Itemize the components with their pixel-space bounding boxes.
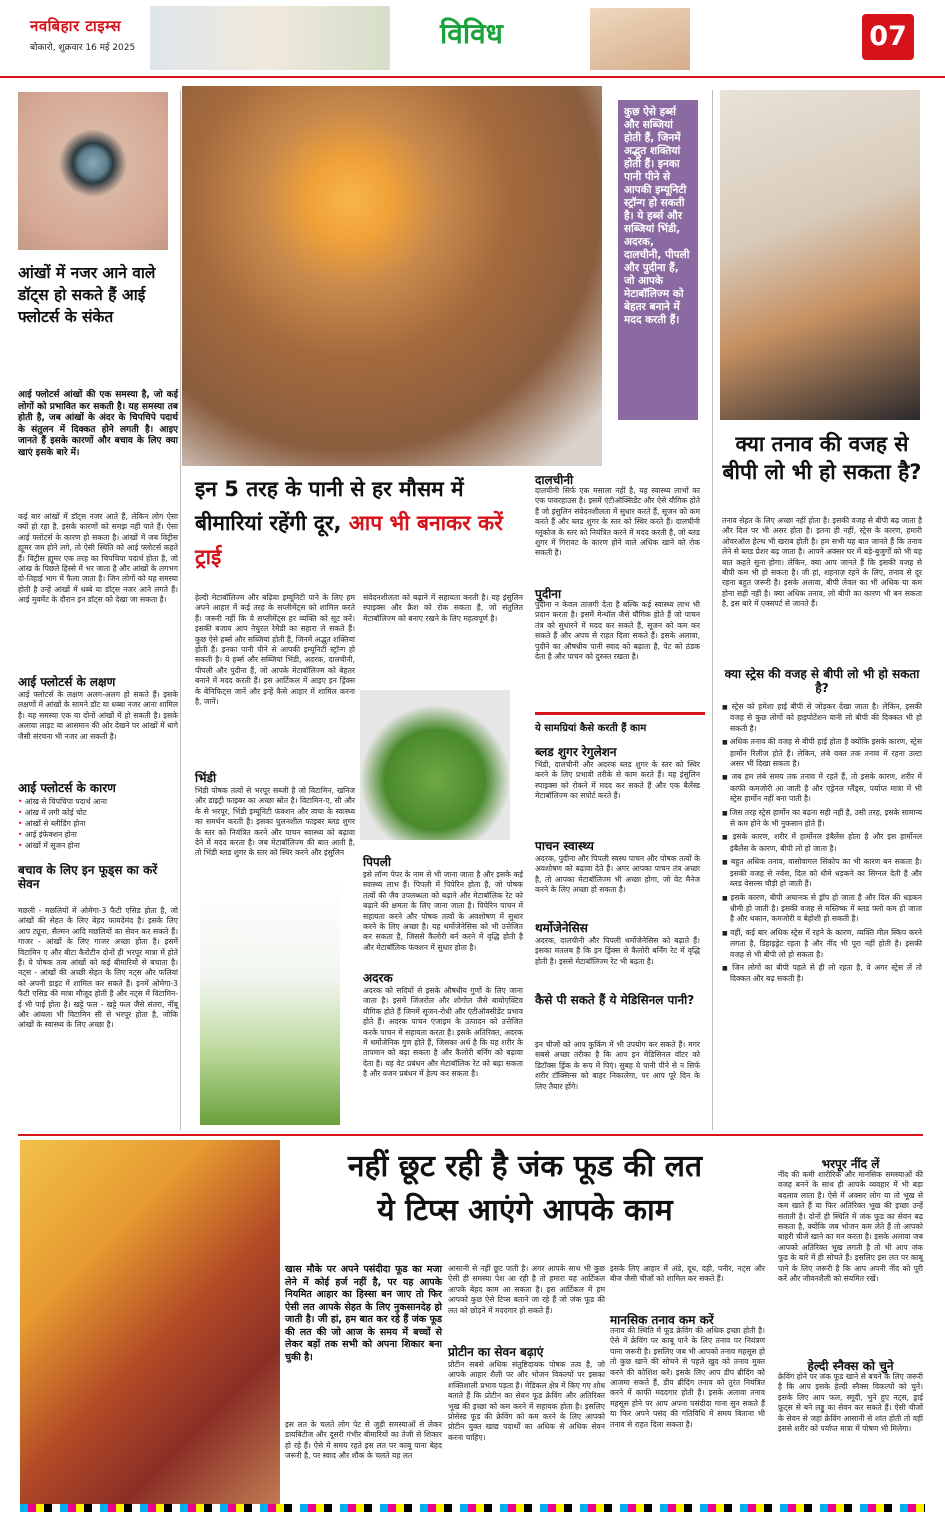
eye-subheading-causes: आई फ्लोटर्स के कारण xyxy=(18,781,116,795)
how-it-works-heading: ये सामग्रियां कैसे करती हैं काम xyxy=(535,712,705,736)
eye-body-3: मछली - मछलियों में ओमेगा-3 फैटी एसिड होता है, जो आंखों की सेहत के लिए बेहद फायदेमंद है। इसके लिए आप ट्यूना, सैल्मन आदि मछलियों का सेवन कर सकते हैं। गाजर - आंखों के लिए गाजर अच्छा होता है। इसमें विटामिन ए और बीटा कैरोटीन दोनों ही भरपूर मात्रा में होते हैं। ये पोषक तत्व आंखों को कई बीमारियों से बचाता है। नट्स - आंखों की अच्छी सेहत के लिए नट्स और फलियां को अपनी डाइट में शामिल कर सकते हैं। इनमें ओमेगा-3 फैटी एसिड की मात्रा मौजूद होती है और नट्स में विटामिन-ई भी पाई होता है। खट्टे फल - खट्टे फल जैसे संतरा, नींबू और आंवला भी विटामिन सी से भरपूर होता है, जोकि आंखों के स्वास्थ्य के लिए अच्छा है। xyxy=(18,906,178,1030)
main-headline xyxy=(195,472,525,574)
ginger-lemon-photo xyxy=(182,86,602,466)
ginger-caption: कुछ ऐसे हर्ब्स और सब्जियां होती हैं, जिनमें अद्भुत शक्तियां होती हैं। इनका पानी पीने से आपकी इम्यूनिटी स्ट्रॉन्ग हो सकती है। ये हर्ब्स और सब्जियां भिंडी, अदरक, दालचीनी, पीपली और पुदीना हैं, जो आपके मेटाबॉलिज्म को बेहतर बनाने में मदद करती हैं। xyxy=(618,100,698,420)
list-item: ■ इसके कारण, शरीर में हार्मोनल इंबैलेंस होता है और इस हार्मोनल इंबैलेंस के कारण, बीपी लो हो जाता है। xyxy=(722,832,922,854)
blood-sugar-subheading: ब्लड शुगर रेगुलेशन xyxy=(535,745,617,759)
list-item: ■ अधिक तनाव की वजह से बीपी हाई होता है क्योंकि इसके कारण, स्ट्रेस हार्मोन रिलीज होते हैं। लेकिन, लंबे वक्त तक तनाव में रहना उल्टा असर भी दिखा सकता है। xyxy=(722,737,922,769)
junk-lead: खास मौके पर अपने पसंदीदा फूड का मजा लेने में कोई हर्ज नहीं है, पर यह आपके नियमित आहार का हिस्सा बन जाए तो फिर ऐसी लत आपके सेहत के लिए नुकसानदेह हो जाती है। जी हां, हम बात कर रहे हैं जंक फूड की लत की जो आज के समय में बच्चों से लेकर बड़ों तक सभी को अपना शिकार बना चुकी है। xyxy=(285,1264,442,1363)
junk-headline-line1: नहीं छूट रही है जंक फूड की लत xyxy=(347,1149,703,1184)
bp-body: तनाव सेहत के लिए अच्छा नहीं होता है। इसकी वजह से बीपी बढ़ जाता है और दिल पर भी असर होता है। इतना ही नहीं, स्ट्रेस के कारण, हमारी ओवरऑल हेल्थ भी खराब होती है। हम सभी यह बात जानते हैं कि तनाव लेने से ब्लड प्रेशर बढ़ जाता है। आपने अक्सर घर में बड़े-बुजुर्गों को भी यह बात कहते सुना होगा। लेकिन, क्या आप जानते हैं कि इसकी वजह से बीपी कम भी हो सकता है। जी हां, शहनाज़ रहने के लिए, तनाव से दूर रहना बहुत जरूरी है। इसके अलावा, बीपी लेवल का भी अधिक या कम होना सही नहीं है। क्या अधिक तनाव, लो बीपी का कारण भी बन सकता है, इस बारे में एक्सपर्ट से जानते हैं। xyxy=(722,516,922,609)
bhindi-body: भिंडी पोषक तत्वों से भरपूर सब्जी है जो विटामिन, खनिज और डाइट्री फाइबर का अच्छा स्रोत है। विटामिन-ए, सी और के से भरपूर, भिंडी इम्यूनिटी फंक्शन और त्वचा के स्वास्थ्य का समर्थन करती है। इसका घुलनशील फाइबर ब्लड शुगर के स्तर को नियंत्रित करने और पाचन स्वास्थ्य को बढ़ावा देने में मदद करता है। जब मेटाबॉलिज्म की बात आती है, तो भिंडी ब्लड शुगर के स्तर को स्थिर करने और इंसुलिन xyxy=(195,786,355,858)
list-item: ■ इसके कारण, बीपी अचानक से ड्रॉप हो जाता है और दिल की धड़कन धीमी हो जाती है। इसकी वजह से मस्तिष्क में ब्लड फ्लो कम हो जाता है और थकान, कमजोरी व बेहोशी हो सकती है। xyxy=(722,893,922,925)
junk-body-1: इस लत के चलते लोग पेट से जुड़ी समस्याओं से लेकर डायबिटीज और दूसरी गंभीर बीमारियों का तेजी से शिकार हो रहे हैं। ऐसे में समय रहते इस लत पर काबू पाना बेहद जरूरी है, पर स्वाद और शौक के चलते यह लत xyxy=(285,1420,442,1461)
junk-headline xyxy=(290,1145,760,1233)
protein-subheading: प्रोटीन का सेवन बढ़ाएं xyxy=(448,1345,544,1359)
list-item: • आंखों से ब्लीडिंग होना xyxy=(18,818,178,829)
junk-body-2: आसानी से नहीं छूट पाती है। अगर आपके साथ भी कुछ ऐसी ही समस्या पेश आ रही है तो हमारा यह आर्टिकल आपके बेहद काम आ सकता है। इस आर्टिकल में हम आपको कुछ ऐसे टिप्स बताने जा रहे हैं जो जंक फूड की लत को छोड़ने में मददगार हो सकते हैं। xyxy=(448,1264,605,1315)
long-pepper-photo xyxy=(360,690,510,840)
list-item: • आंख में लगी कोई चोट xyxy=(18,807,178,818)
okra-water-photo xyxy=(200,880,340,1125)
section-divider xyxy=(18,1134,923,1136)
list-item: • आंखों में सूजन होना xyxy=(18,840,178,851)
digestion-subheading: पाचन स्वास्थ्य xyxy=(535,839,594,853)
main-intro: हेल्दी मेटाबॉलिज्म और बढ़िया इम्यूनिटी पाने के लिए हम अपने आहार में कई तरह के सप्लीमेंट्स को शामिल करते हैं। जरूरी नहीं कि ये सप्लीमेंट्स हर व्यक्ति को सूट करें। इसकी बजाय आप नेचुरल रेमेडी का सहारा ले सकते हैं। कुछ ऐसे हर्ब्स और सब्जियां होती हैं, जिनमें अद्भुत शक्तियां होती हैं। इनका पानी पीने से आपकी इम्यूनिटी स्ट्रॉन्ग हो सकती है। ये हर्ब्स और सब्जियां भिंडी, अदरक, दालचीनी, पीपली और पुदीना हैं, जो आपके मेटाबॉलिज्म को बेहतर बनाने में मदद करती हैं। इस आर्टिकल में आइए इन ड्रिंक्स के बेनिफिट्स जानें और इन्हें कैसे आहार में शामिल करना है, जानें। xyxy=(195,593,355,707)
snacks-body: क्रेविंग होने पर जंक फूड खाने से बचने के लिए जरूरी है कि आप इसके हेल्दी स्नैक्स विकल्पों को चुनें। इसके लिए आप फल, स्मूदी, भुने हुए नट्स, ड्राई फ्रूट्स से बने लड्डू का सेवन कर सकते हैं। ऐसी चीजों के सेवन से जहां क्रेविंग आसानी से शांत होती तो वहीं इससे शरीर को पर्याप्त मात्रा में पोषण भी मिलेगा। xyxy=(778,1372,923,1434)
list-item: ■ जिन लोगों का बीपी पहले से ही लो रहता है, वे अगर स्ट्रेस लें तो दिक्कत और बढ़ सकती है। xyxy=(722,963,922,985)
pudina-body: पुदीना न केवल ताजगी देता है बल्कि कई स्वास्थ्य लाभ भी प्रदान करता है। इसमें मेन्थॉल जैसे यौगिक होते हैं जो पाचन तंत्र को सुधारने में मदद कर सकते हैं, सूजन को कम कर सकते हैं और अपच से राहत दिला सकते हैं। इसके अलावा, पुदीने का औषधीय पानी स्वाद को बढ़ाता है, पेट को ठंडक देता है और पाचन को दुरुस्त रखता है। xyxy=(535,600,700,662)
page-number: 07 xyxy=(862,14,914,60)
list-item: • आंख से चिपचिपा पदार्थ आना xyxy=(18,796,178,807)
blood-sugar-body: भिंडी, दालचीनी और अदरक ब्लड शुगर के स्तर को स्थिर करने के लिए प्रभावी तरीके से काम करते हैं। यह इंसुलिन स्पाइक्स को रोकने में मदद कर सकते हैं और एक बैलेंस्ड मेटाबॉलिज्म का सपोर्ट करते हैं। xyxy=(535,760,700,801)
list-item: ■ वहीं, कई बार अधिक स्ट्रेस में रहने के कारण, व्यक्ति मील स्किप करने लगता है, डिहाइड्रेट रहता है और नींद भी पूरा नहीं होती है। इसकी वजह से भी बीपी लो हो सकता है। xyxy=(722,928,922,960)
bp-subheading: क्या स्ट्रेस की वजह से बीपी लो भी हो सकता है? xyxy=(724,667,920,695)
header-figure-image xyxy=(590,8,690,70)
list-item: • आई इंफेक्शन होना xyxy=(18,829,178,840)
main-headline-line2: आप भी बनाकर करें ट्राई xyxy=(195,511,503,569)
junk-food-photo xyxy=(20,1140,280,1505)
list-item: ■ जिस तरह स्ट्रेस हार्मोन का बढ़ना सही नहीं है, उसी तरह, इसके सामान्य से कम होने के भी नुकसान होते हैं। xyxy=(722,808,922,830)
digestion-body: अदरक, पुदीना और पिपली स्वस्थ पाचन और पोषक तत्वों के अवशोषण को बढ़ावा देते हैं। अगर आपका पाचन तंत्र अच्छा है, तो आपका मेटाबॉलिज्म भी अच्छा होगा, जो वेट मैनेज करने के लिए अच्छा हो सकता है। xyxy=(535,854,700,895)
pudina-subheading: पुदीना xyxy=(535,587,562,601)
bp-headline: क्या तनाव की वजह से बीपी लो भी हो सकता है? xyxy=(722,432,922,484)
adrak-body: अदरक को सदियों से इसके औषधीय गुणों के लिए जाना जाता है। इसमें जिंजरोल और शोगोल जैसे बायोएक्टिव यौगिक होते हैं जिनमें सूजन-रोधी और एंटीऑक्सीडेंट प्रभाव होते हैं। अदरक पाचन एंजाइम के उत्पादन को उत्तेजित करके पाचन में सहायता करता है। इसके अतिरिक्त, अदरक में थर्मोजेनिक गुण होते हैं, जिसका अर्थ है कि यह शरीर के तापमान को बढ़ा सकता है और कैलोरी बर्निंग को बढ़ावा देता है। यह वेट प्रबंधन और मेटाबॉलिक रेट को बढ़ा सकता है और वजन प्रबंधन में हेल्प कर सकता है। xyxy=(363,986,523,1079)
stress-subheading: मानसिक तनाव कम करें xyxy=(610,1313,714,1327)
eye-photo xyxy=(18,92,168,250)
newspaper-brand: नवबिहार टाइम्स xyxy=(30,17,122,35)
eye-body-1: कई बार आंखों में डॉट्स नजर आते हैं, लेकिन लोग ऐसा क्यों हो रहा है, इसके कारणों को समझ नहीं पाते हैं। ऐसा आई फ्लोटर्स के कारण हो सकता है। आंखों में जब विट्रीस ह्यूमर जम होने लगे, तो ऐसी स्थिति को आई फ्लोटर्स कहते हैं। विट्रीस ह्यूमर एक तरह का चिपचिपा पदार्थ होता है, जो आंख के पिछले हिस्से में भर जाता है और आंखों के लगभग दो-तिहाई भाग में फैला जाता है। जिन लोगों को यह समस्या होती है उन्हें आंखों में धब्बे या डॉट्स नजर आने लगते हैं। आई मुवमेंट के दौरान इन डॉट्स को देखा जा सकता है। xyxy=(18,512,178,605)
list-item: ■ स्ट्रेस को हमेशा हाई बीपी से जोड़कर देखा जाता है। लेकिन, इसकी वजह से कुछ लोगों को हाइपोटेंशन यानी लो बीपी की दिक्कत भी हो सकती है। xyxy=(722,702,922,734)
snacks-subheading: हेल्दी स्नैक्स को चुने xyxy=(807,1359,894,1373)
eye-subheading-foods: बचाव के लिए इन फूड्स का करें सेवन xyxy=(18,863,158,891)
sleep-body: नींद की कमी शारीरिक और मानसिक समस्याओं की वजह बनने के साथ ही आपके व्यवहार में भी बड़ा बदलाव लाता है। ऐसे में अक्सर लोग या तो भूख से कम खाते हैं या फिर अतिरिक्त भूख की इच्छा उन्हें सताती है। दोनों ही स्थिति में जंक फूड का सेवन बढ़ सकता है, क्योंकि जब भोजन कम लेते हैं तो आपको बाहरी चीजें खाने का मन करता है। इसके अलावा जब आपको अतिरिक्त भूख लगती है तो भी आप जंक फूड के बारे में ही सोचते हैं। इसलिए इस लत पर काबू पाने के लिए जरूरी है कि आप अपनी नींद को पूरी करें और जीवनशैली को संयमित रखें। xyxy=(778,1170,923,1284)
adrak-subheading: अदरक xyxy=(363,971,393,985)
bp-points-list xyxy=(722,702,922,988)
stressed-woman-photo xyxy=(720,90,920,420)
how-to-drink-subheading: कैसे पी सकते हैं ये मेडिसिनल पानी? xyxy=(535,993,695,1007)
sleep-subheading: भरपूर नींद लें xyxy=(821,1157,880,1171)
eye-lead: आई फ्लोटर्स आंखों की एक समस्या है, जो कई लोगों को प्रभावित कर सकती है। यह समस्या तब होती है, जब आंखों के अंदर के चिपचिपे पदार्थ के संतुलन में दिक्कत होने लगती है। आइए जानते हैं इसके कारणों और बचाव के लिए क्या खाएं इसके बारे में। xyxy=(18,390,178,458)
junk-headline-line2: ये टिप्स आएंगे आपके काम xyxy=(377,1193,673,1228)
header-collage-image xyxy=(150,6,390,70)
eye-causes-list xyxy=(18,796,178,851)
dateline: बोकारो, शुक्रवार 16 मई 2025 xyxy=(30,43,136,53)
junk-body-3: इसके लिए आहार में अंडे, दूध, दही, पनीर, नट्स और बीज जैसी चीजों को शामिल कर सकते हैं। xyxy=(610,1264,765,1284)
dalchini-subheading: दालचीनी xyxy=(535,473,574,487)
eye-body-2: आई फ्लोटर्स के लक्षण अलग-अलग हो सकते हैं। इसके लक्षणों में आंखों के सामने डॉट या धब्बा नजर आना शामिल है। यह समस्या एक या दोनों आंखों में हो सकती है। इसके अलावा लाइट या आसमान की ओर देखने पर आंखों में धागे जैसी संरचना भी नजर आ सकती है। xyxy=(18,690,178,741)
column-divider xyxy=(712,90,713,1130)
section-title: विविध xyxy=(440,17,503,50)
stress-body: तनाव की स्थिति में फूड क्रेविंग की अधिक इच्छा होती है। ऐसे में क्रेविंग पर काबू पाने के लिए तनाव पर नियंत्रण पाना जरूरी है। इसलिए जब भी आपको तनाव महसूस हो तो कुछ खाने की सोचने से पहले खुद को तनाव मुक्त करने की कोशिश करें। इसके लिए आप डीप ब्रीदिंग को आजमा सकते हैं, डीप ब्रीदिंग तनाव को तुरंत नियंत्रित करने में काफी मददगार होती है। इसके अलावा तनाव महसूस होने पर आप अपना पसंदीदा गाना सुन सकते हैं या फिर अपने पसंद की गतिविधि में समय बिताना भी तनाव से राहत दिला सकता है। xyxy=(610,1326,765,1429)
eye-subheading-symptoms: आई फ्लोटर्स के लक्षण xyxy=(18,675,116,689)
thermogenesis-body: अदरक, दालचीनी और पिपली थर्मोजेनेसिस को बढ़ाते हैं। इसका मतलब है कि इन ड्रिंक्स से कैलोरी बर्निंग रेट में वृद्धि होती है। इससे मेटाबॉलिज्म रेट भी बढ़ता है। xyxy=(535,936,700,966)
thermogenesis-subheading: थर्मोजेनेसिस xyxy=(535,921,588,935)
main-col2: संवेदनशीलता को बढ़ाने में सहायता करती है। यह इंसुलिन स्पाइक्स और क्रैश को रोक सकता है, जो संतुलित मेटाबॉलिज्म को बनाए रखने के लिए महत्वपूर्ण है। xyxy=(363,593,523,623)
protein-body: प्रोटीन सबसे अधिक संतुष्टिदायक पोषक तत्व है, जो आपके आहार शैली पर और भोजन विकल्पों पर इसका शक्तिशाली प्रभाव पड़ता है। मेडिकल क्षेत्र में किए गए शोध बताते हैं कि प्रोटीन का सेवन फूड क्रेविंग और अतिरिक्त भूख की इच्छा को कम करने में सहायक होता है। इसलिए प्रोसेस्ड फूड की क्रेविंग को कम करने के लिए आपको प्रोटीन युक्त खाद्य पदार्थों का अधिक से अधिक सेवन करना चाहिए। xyxy=(448,1360,605,1442)
pipli-body: इसे लॉन्ग पेपर के नाम से भी जाना जाता है और इसके कई स्वास्थ्य लाभ हैं। पिपली में पिपेरिन होता है, जो पोषक तत्वों की जैव उपलब्धता को बढ़ाने और मेटाबॉलिक रेट को बढ़ाने की क्षमता के लिए जाना जाता है। पिपेरिन पाचन में सहायता करने और पोषक तत्वों के अवशोषण में सुधार करने के लिए अच्छा है। यह थर्मोजेनेसिस को भी उत्तेजित कर सकता है, जिससे कैलोरी बर्न करने में वृद्धि होती है और मेटाबॉलिक फंक्शन में सुधार होता है। xyxy=(363,870,523,952)
dalchini-body: दालचीनी सिर्फ एक मसाला नहीं है, यह स्वास्थ्य लाभों का एक पावरहाउस है। इसमें एंटीऑक्सिडेंट और ऐसे यौगिक होते हैं जो इंसुलिन संवेदनशीलता में सुधार करते हैं, सूजन को कम करते हैं और ब्लड शुगर के स्तर को स्थिर करते हैं। दालचीनी ग्लूकोज के स्तर को नियंत्रित करने में मदद करती है, जो ब्लड शुगर में गिरावट के कारण होने वाले अधिक खाने को रोक सकती है। xyxy=(535,486,700,558)
column-divider xyxy=(180,90,181,1130)
registration-marks xyxy=(20,1504,925,1512)
eye-headline: आंखों में नजर आने वाले डॉट्स हो सकते हैं आई फ्लोटर्स के संकेत xyxy=(18,264,156,326)
pipli-subheading: पिपली xyxy=(363,855,391,869)
how-to-drink-body: इन चीजों को आप कुकिंग में भी उपयोग कर सकते हैं। मगर सबसे अच्छा तरीका है कि आप इन मेडिसिनल वॉटर को डिटॉक्स ड्रिंक के रूप में पिएं। सुबह ये पानी पीने से न सिर्फ शरीर टॉक्सिन्स को बाहर निकालेगा, पर आप पूरे दिन के लिए तैयार होंगे। xyxy=(535,1040,700,1091)
list-item: ■ बहुत अधिक तनाव, वासोवागल सिंकोप का भी कारण बन सकता है। इसकी वजह से नर्वस, दिल को धीमे धड़कने का सिग्नल देती है और ब्लड वेसल्स चौड़ी हो जाती हैं। xyxy=(722,857,922,889)
list-item: ■ जब हम लंबे समय तक तनाव में रहते हैं, तो इसके कारण, शरीर में काफी कमजोरी आ जाती है और एड्रेनल ग्लैंड्स, पर्याप्त मात्रा में भी स्ट्रेस हार्मोन नहीं बना पाती है। xyxy=(722,772,922,804)
main-headline-line1: इन 5 तरह के पानी से हर मौसम में बीमारियां रहेंगी दूर, xyxy=(195,477,464,535)
bhindi-subheading: भिंडी xyxy=(195,771,217,785)
